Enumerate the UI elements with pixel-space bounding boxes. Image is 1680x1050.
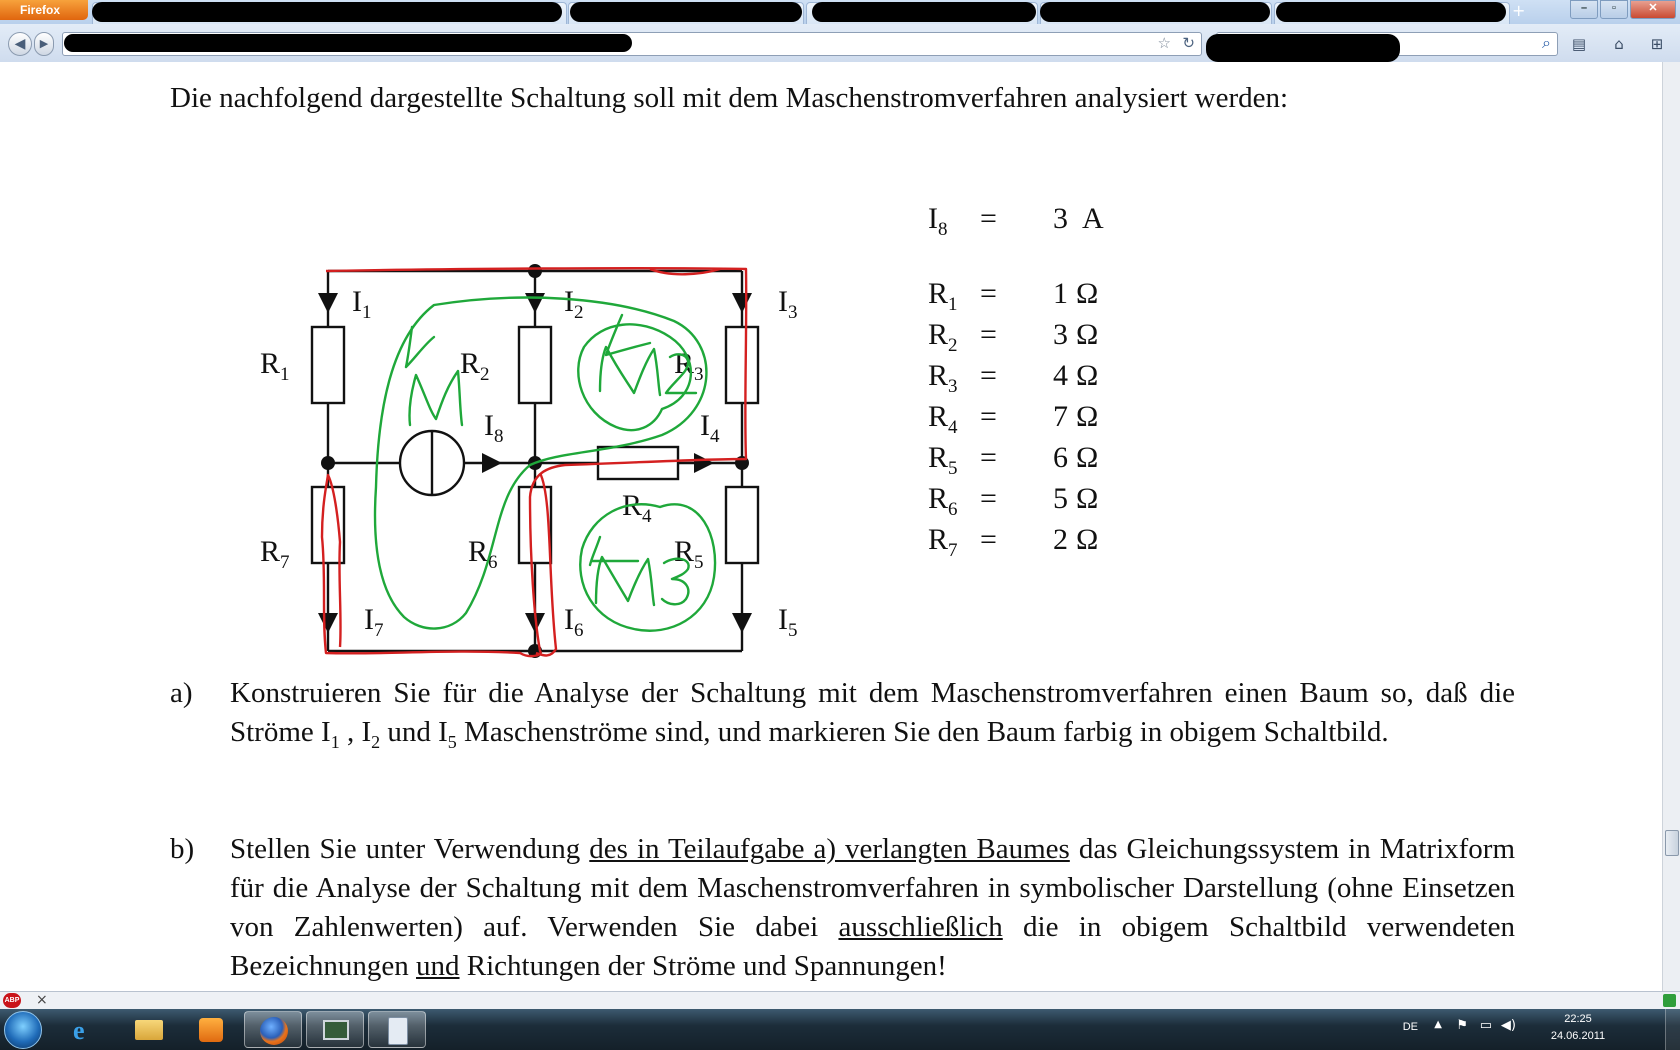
- label-i3: $I_3$: [778, 285, 798, 323]
- resistor-r5: [726, 487, 758, 563]
- task-a-text: Konstruieren Sie für die Analyse der Schaltung mit dem Maschenstromverfahren einen Baum so, daß die Ströme $I_1$ , $I_2$ und $I_5$ Maschenströme sind, und markieren Sie den Baum farbig in obigem Schaltbild.: [230, 677, 1515, 752]
- task-a-label: a): [170, 677, 193, 709]
- resistor-r2: [519, 327, 551, 403]
- minimize-button[interactable]: –: [1570, 0, 1598, 19]
- value-row: $R_5 = 6$ Ω: [928, 441, 1099, 479]
- bookmark-star-icon[interactable]: ☆: [1157, 34, 1171, 52]
- start-button[interactable]: [4, 1011, 42, 1049]
- volume-icon[interactable]: ◀): [1500, 1018, 1516, 1033]
- firefox-icon: [260, 1017, 288, 1045]
- value-row: $R_1 = 1$ Ω: [928, 277, 1099, 315]
- intro-text: Die nachfolgend dargestellte Schaltung soll mit dem Maschenstromverfahren analysiert werden:: [170, 82, 1289, 114]
- redaction: [1206, 34, 1400, 62]
- explorer-taskbar-button[interactable]: [120, 1011, 178, 1048]
- task-b-text: Stellen Sie unter Verwendung des in Teilaufgabe a) verlangten Baumes das Gleichungssystem in Matrixform für die Analyse der Schaltung mit dem Maschenstromverfahren in symbolischer Darstellung (ohne Einsetzen von Zahlenwerten) auf. Verwenden Sie dabei ausschließlich die in obigem Schaltbild verwendeten Bezeichnungen und Richtungen der Ströme und Spannungen!: [230, 833, 1516, 982]
- redaction: [64, 34, 632, 52]
- close-button[interactable]: ✕: [1630, 0, 1676, 19]
- redaction: [570, 2, 802, 22]
- close-addon-bar-button[interactable]: ×: [36, 992, 48, 1008]
- forward-button[interactable]: ▶: [34, 32, 54, 56]
- calculator-taskbar-button[interactable]: [368, 1011, 426, 1048]
- value-row: $R_7 = 2$ Ω: [928, 523, 1099, 561]
- internet-explorer-taskbar-button[interactable]: [58, 1011, 116, 1048]
- value-row: $R_2 = 3$ Ω: [928, 318, 1099, 356]
- clock-time[interactable]: 22:25: [1564, 1013, 1592, 1025]
- media-player-taskbar-button[interactable]: [182, 1011, 240, 1048]
- label-i5: $I_5$: [778, 603, 798, 641]
- internet-explorer-icon: e: [73, 1016, 85, 1045]
- calculator-icon: [388, 1017, 408, 1045]
- navigation-bar: [0, 24, 1680, 63]
- label-r1: $R_1$: [260, 347, 290, 385]
- task-b-label: b): [170, 833, 195, 865]
- firefox-menu-button[interactable]: Firefox: [0, 0, 88, 20]
- value-row: $I_8 = 3$ A: [928, 202, 1104, 240]
- label-i1: $I_1$: [352, 285, 372, 323]
- monitor-icon: [323, 1020, 349, 1040]
- action-center-icon[interactable]: ⚑: [1456, 1018, 1468, 1033]
- language-indicator[interactable]: DE: [1402, 1021, 1418, 1033]
- circuit-diagram: [230, 197, 850, 677]
- label-r3: $R_3$: [674, 347, 704, 385]
- label-i8: $I_8$: [484, 409, 504, 447]
- label-i2: $I_2$: [564, 285, 584, 323]
- label-i6: $I_6$: [564, 603, 584, 641]
- value-row: $R_3 = 4$ Ω: [928, 359, 1099, 397]
- value-row: $R_4 = 7$ Ω: [928, 400, 1099, 438]
- redaction: [92, 2, 562, 22]
- folder-icon: [135, 1020, 163, 1040]
- resistor-r3: [726, 327, 758, 403]
- label-r2: $R_2$: [460, 347, 490, 385]
- redaction: [1040, 2, 1270, 22]
- network-icon[interactable]: ▭: [1479, 1018, 1492, 1033]
- label-r7: $R_7$: [260, 535, 290, 573]
- addon-status-icon[interactable]: [1663, 994, 1676, 1007]
- bookmarks-list-icon[interactable]: ▤: [1571, 35, 1587, 53]
- page-content: [0, 62, 1662, 991]
- addon-icon[interactable]: ⊞: [1650, 35, 1664, 53]
- search-icon[interactable]: ⌕: [1542, 33, 1551, 52]
- adblock-icon[interactable]: ABP: [3, 993, 21, 1008]
- scrollbar-thumb[interactable]: [1665, 830, 1679, 856]
- value-row: $R_6 = 5$ Ω: [928, 482, 1099, 520]
- home-icon[interactable]: ⌂: [1614, 35, 1624, 53]
- media-player-icon: [199, 1018, 223, 1042]
- back-button[interactable]: ◀: [8, 32, 32, 56]
- show-hidden-icons[interactable]: ▲: [1434, 1019, 1442, 1030]
- window-controls: [1570, 0, 1676, 18]
- label-r6: $R_6$: [468, 535, 498, 573]
- redaction: [812, 2, 1036, 22]
- vertical-scrollbar[interactable]: [1662, 62, 1680, 991]
- label-r5: $R_5$: [674, 535, 704, 573]
- addon-bar: [0, 991, 1680, 1010]
- resistor-r1: [312, 327, 344, 403]
- maximize-button[interactable]: ▫: [1600, 0, 1628, 19]
- windows-taskbar: [0, 1009, 1680, 1050]
- label-i7: $I_7$: [364, 603, 384, 641]
- tab-bar: [0, 0, 1680, 24]
- redaction: [1276, 2, 1506, 22]
- label-i4: $I_4$: [700, 409, 720, 447]
- monitor-taskbar-button[interactable]: [306, 1011, 364, 1048]
- firefox-taskbar-button[interactable]: [244, 1011, 302, 1048]
- reload-icon[interactable]: ↻: [1182, 34, 1195, 52]
- clock-date[interactable]: 24.06.2011: [1550, 1030, 1606, 1042]
- new-tab-button[interactable]: +: [1512, 1, 1526, 20]
- show-desktop-button[interactable]: [1665, 1009, 1680, 1050]
- label-r4: $R_4$: [622, 489, 652, 527]
